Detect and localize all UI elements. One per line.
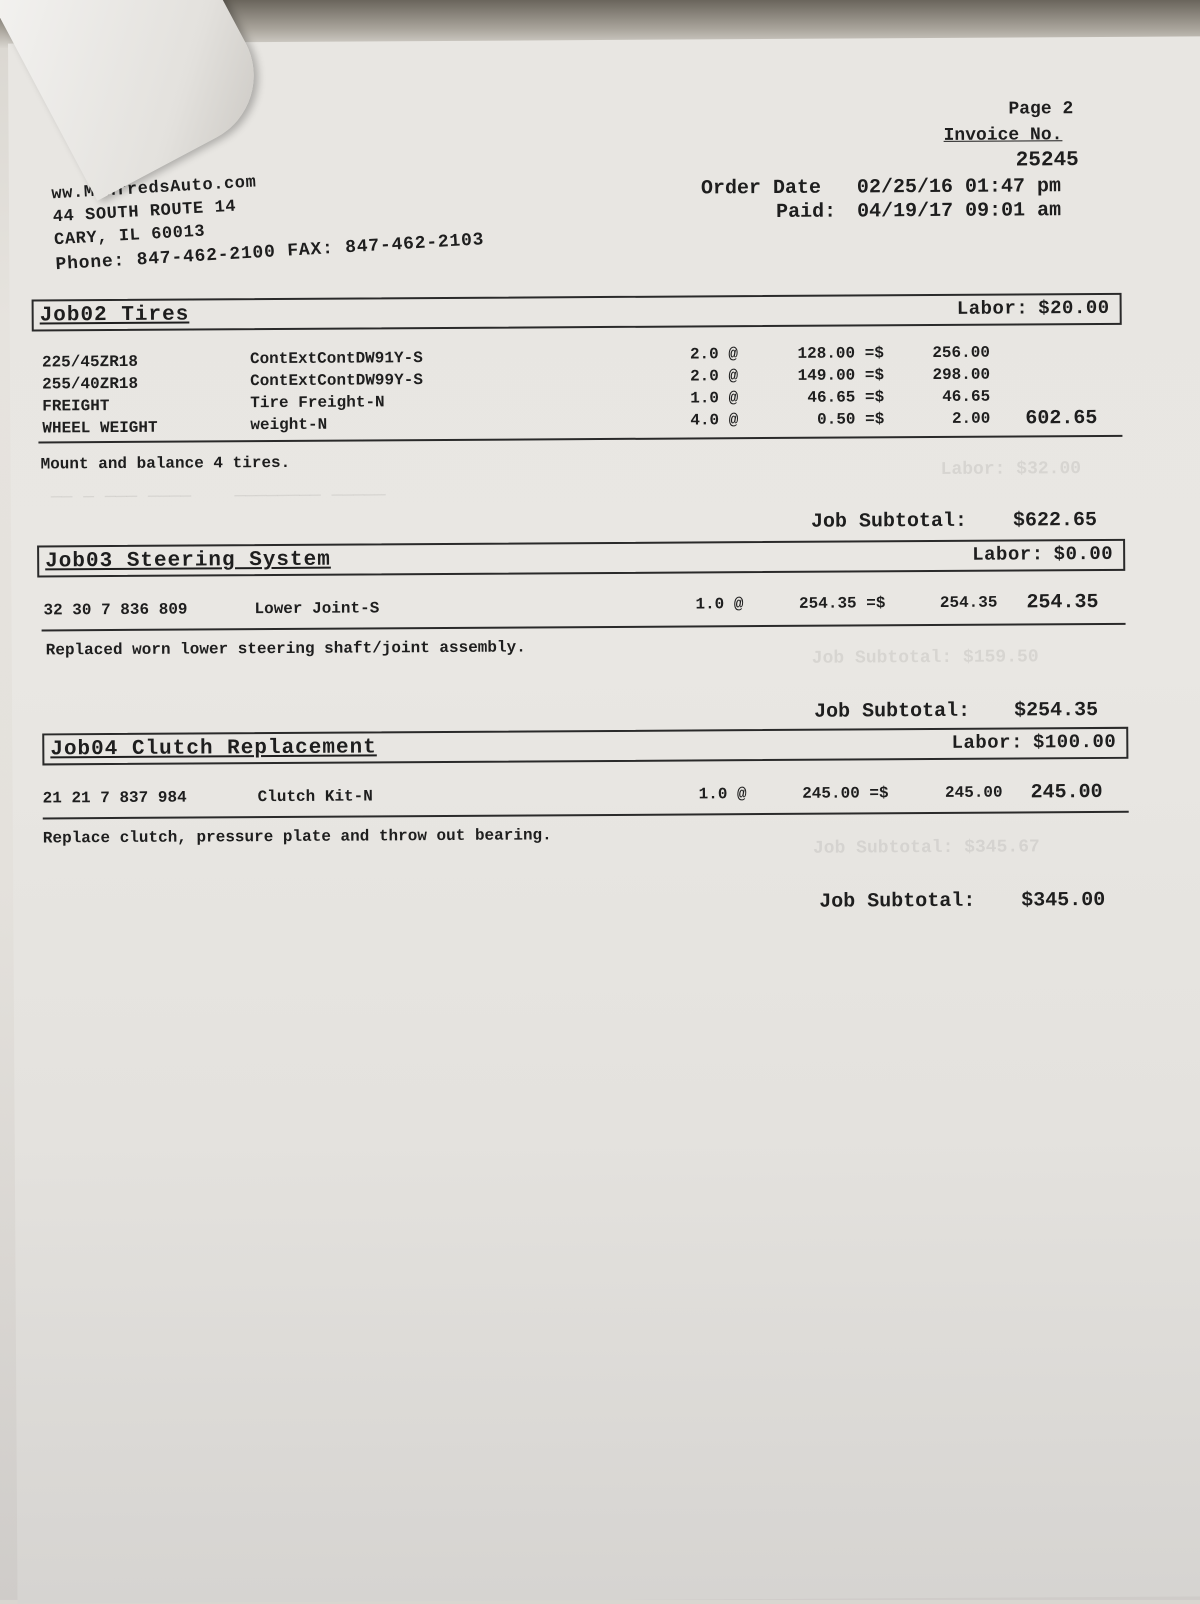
quantity: 1.0 @ [698,785,747,804]
parts-total: 602.65 [1025,406,1098,431]
bleed-through-mark: Job Subtotal: $345.67 [812,837,1040,859]
job-subtotal-label: Job Subtotal: [814,699,971,724]
line-amount: 2.00 [951,409,991,428]
unit-price: 0.50 =$ [817,410,885,429]
divider [42,623,1126,632]
job-labor [957,297,1110,320]
job-title: Job02 Tires [39,303,190,328]
part-number: 32 30 7 836 809 [43,600,188,620]
job-note: Mount and balance 4 tires. [40,453,291,474]
order-date-value: 02/25/16 01:47 pm [856,175,1062,200]
job-labor [972,543,1113,566]
line-amount: 256.00 [932,343,990,363]
paid-date-value: 04/19/17 09:01 am [856,199,1062,224]
invoice-page [8,36,1200,1603]
job-note: Replaced worn lower steering shaft/joint assembly. [45,638,526,660]
labor-amount: $100.00 [1032,730,1117,754]
invoice-label: Invoice No. [943,125,1063,146]
order-date-label: Order Date [700,176,822,201]
shop-city: CARY, IL 60013 [53,222,206,251]
fax-number: 847-462-2103 [344,230,485,259]
bleed-through-mark: Labor: $32.00 [940,459,1082,480]
labor-amount: $20.00 [1038,296,1110,320]
line-amount: 46.65 [942,387,991,406]
shop-street: 44 SOUTH ROUTE 14 [52,197,237,228]
job-subtotal-value: $254.35 [1014,698,1099,723]
parts-total: 254.35 [1026,590,1099,615]
fax-label: FAX: [286,238,335,262]
quantity: 4.0 @ [690,411,739,430]
part-number: 21 21 7 837 984 [42,788,187,808]
paid-label: Paid: [775,200,837,224]
unit-price: 149.00 =$ [797,366,885,385]
quantity: 2.0 @ [690,367,739,386]
phone-label: Phone: [55,251,126,276]
phone-number: 847-462-2100 [136,242,277,271]
labor-label: Labor: [951,731,1024,754]
job-subtotal-value: $345.00 [1021,888,1106,913]
job-note: Replace clutch, pressure plate and throw out bearing. [42,826,552,848]
part-description: ContExtContDW91Y-S [249,349,423,369]
part-description: weight-N [250,415,328,435]
bleed-through-mark: ── ─ ─── ──── ──────── ───── [50,486,386,509]
labor-label: Labor: [956,297,1029,320]
job-subtotal-value: $622.65 [1012,508,1098,533]
job-header-job03 [37,539,1125,578]
job-title: Job03 Steering System [45,548,331,574]
labor-amount: $0.00 [1053,542,1114,566]
part-description: Lower Joint-S [254,599,380,619]
job-subtotal-label: Job Subtotal: [810,509,968,534]
part-description: Clutch Kit-N [257,787,373,807]
part-description: ContExtContDW99Y-S [250,371,423,391]
job-title: Job04 Clutch Replacement [50,736,377,762]
part-number: WHEEL WEIGHT [42,418,158,438]
divider [43,811,1129,820]
page-number: Page 2 [1008,99,1074,120]
quantity: 1.0 @ [695,595,744,614]
part-number: 225/45ZR18 [41,352,139,372]
unit-price: 254.35 =$ [798,594,886,613]
part-number: 255/40ZR18 [42,374,139,394]
part-description: Tire Freight-N [250,393,385,413]
labor-label: Labor: [972,543,1044,566]
job-subtotal-label: Job Subtotal: [819,889,976,914]
parts-total: 245.00 [1030,780,1103,805]
unit-price: 128.00 =$ [797,344,884,363]
unit-price: 46.65 =$ [807,388,885,407]
line-amount: 298.00 [932,365,991,384]
shop-website: ww.ManfredsAuto.com [50,173,257,205]
job-header-job04 [42,727,1128,766]
unit-price: 245.00 =$ [802,784,889,803]
quantity: 1.0 @ [690,389,739,408]
line-amount: 254.35 [939,593,998,612]
bleed-through-mark: Job Subtotal: $159.50 [811,647,1039,669]
divider [38,435,1122,444]
quantity: 2.0 @ [689,345,738,364]
invoice-number: 25245 [1015,149,1079,173]
line-amount: 245.00 [944,783,1003,802]
job-labor [951,731,1116,754]
job-header-job02 [32,293,1122,332]
part-number: FREIGHT [42,397,110,416]
